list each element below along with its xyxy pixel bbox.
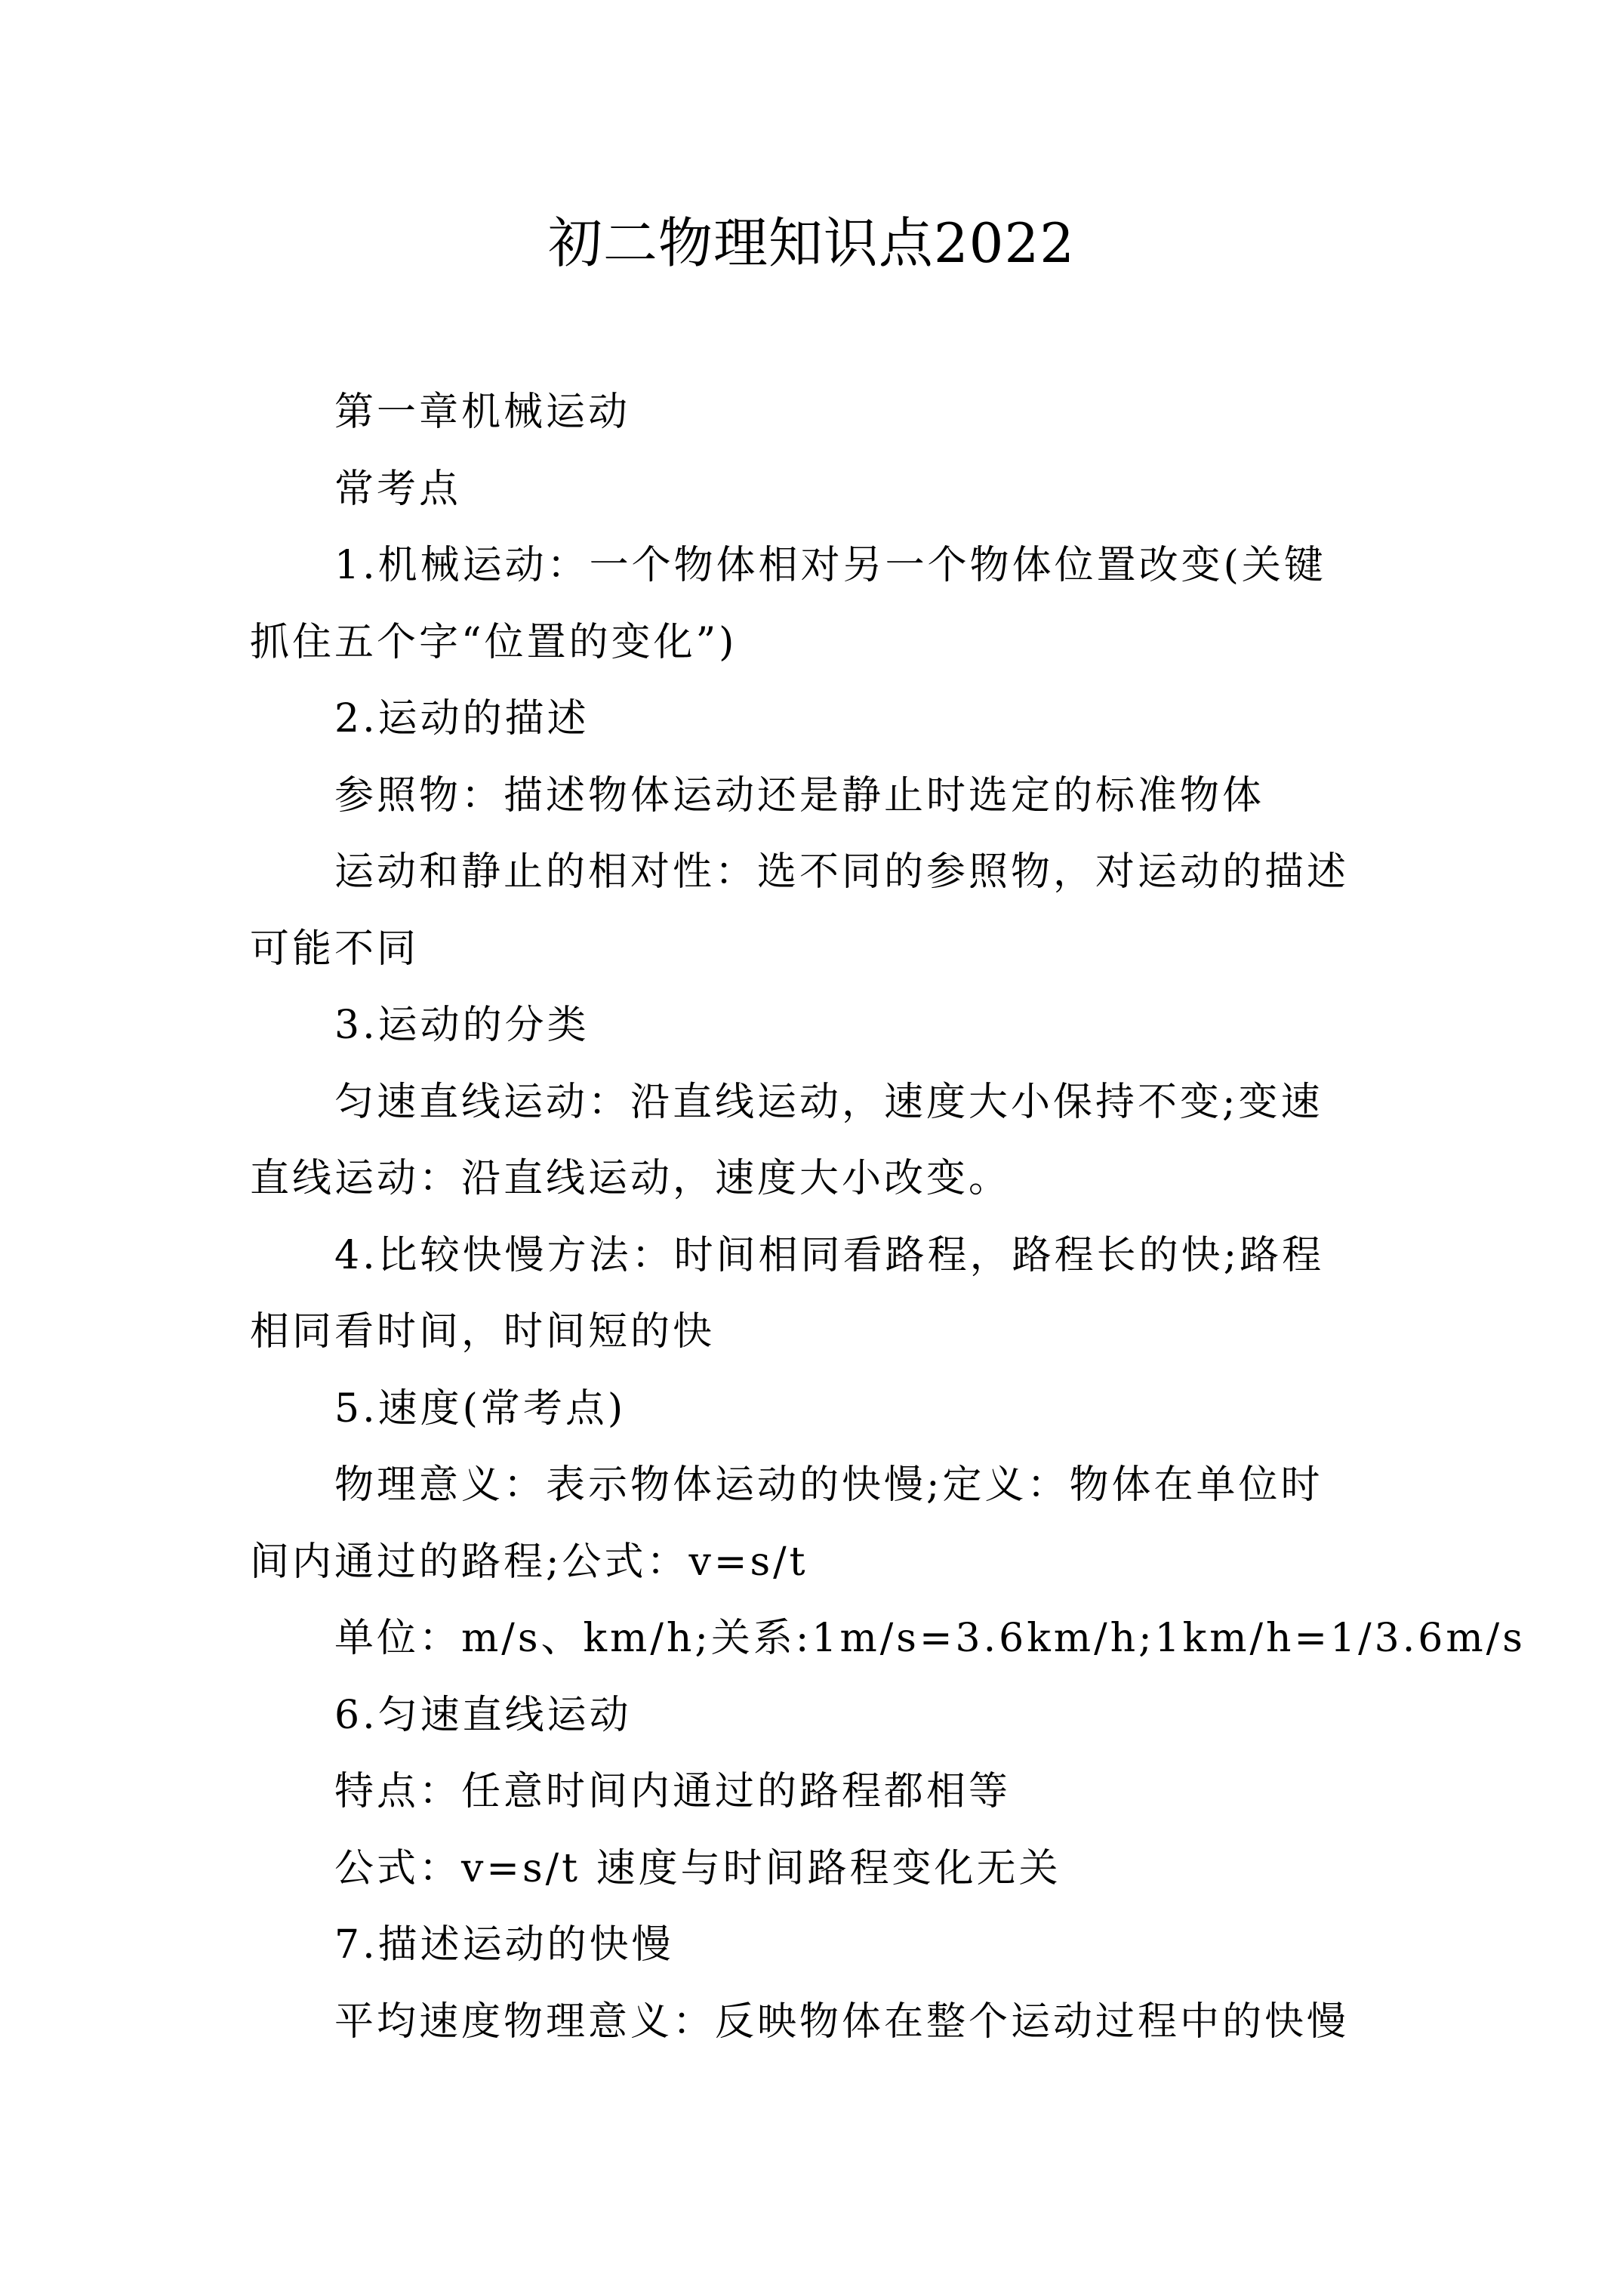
document-title: 初二物理知识点2022 xyxy=(547,211,1076,275)
text-line: 平均速度物理意义：反映物体在整个运动过程中的快慢 xyxy=(334,1999,1350,2045)
text-line-continued: 直线运动：沿直线运动，速度大小改变。 xyxy=(250,1156,1012,1201)
text-line: 参照物：描述物体运动还是静止时选定的标准物体 xyxy=(334,772,1265,818)
document-body xyxy=(250,374,1526,2060)
text-line-continued: 可能不同 xyxy=(250,926,420,972)
text-line: 公式：v=s/t 速度与时间路程变化无关 xyxy=(334,1845,1061,1891)
text-line: 匀速直线运动：沿直线运动，速度大小保持不变;变速 xyxy=(334,1079,1323,1125)
text-line: 4.比较快慢方法：时间相同看路程，路程长的快;路程 xyxy=(334,1232,1325,1278)
text-line-continued: 相同看时间，时间短的快 xyxy=(250,1309,716,1354)
text-line: 特点：任意时间内通过的路程都相等 xyxy=(334,1769,1012,1814)
text-line: 2.运动的描述 xyxy=(334,696,590,741)
section-label: 常考点 xyxy=(334,466,462,512)
text-line: 3.运动的分类 xyxy=(334,1003,590,1048)
text-line-continued: 抓住五个字“位置的变化”) xyxy=(250,619,738,665)
chapter-heading: 第一章机械运动 xyxy=(334,390,631,435)
text-line: 单位：m/s、km/h;关系:1m/s=3.6km/h;1km/h=1/3.6m/s xyxy=(334,1616,1526,1661)
text-line: 1.机械运动：一个物体相对另一个物体位置改变(关键 xyxy=(334,543,1326,588)
text-line: 7.描述运动的快慢 xyxy=(334,1922,674,1968)
text-line: 6.匀速直线运动 xyxy=(334,1692,632,1738)
text-line-continued: 间内通过的路程;公式：v=s/t xyxy=(250,1539,808,1585)
text-line: 物理意义：表示物体运动的快慢;定义：物体在单位时 xyxy=(334,1462,1323,1508)
text-line: 5.速度(常考点) xyxy=(334,1385,627,1432)
text-line: 运动和静止的相对性：选不同的参照物，对运动的描述 xyxy=(334,849,1350,895)
